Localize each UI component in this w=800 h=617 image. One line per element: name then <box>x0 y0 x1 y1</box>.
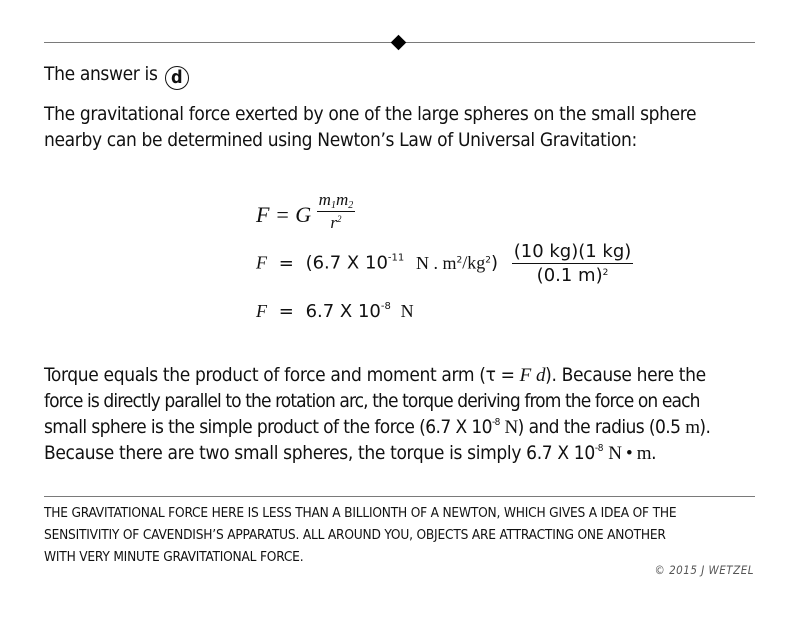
answer-choice-badge: d <box>165 66 189 90</box>
intro-line-2: nearby can be determined using Newton’s Law of Universal Gravitation: <box>44 129 637 151</box>
note-line-3: WITH VERY MINUTE GRAVITATIONAL FORCE. <box>44 549 304 565</box>
equation-substitution: F = (6.7 X $10^{-11}$ N . $m^2/kg^2$) $\frac{(10 kg)(1 kg)}{(0.1 m)^2}$ <box>256 241 632 286</box>
equation-newton-law <box>256 190 355 233</box>
equation-result: F = 6.7 X $10^{-8}$ N <box>256 301 414 322</box>
eq1-lhs: F = G <box>256 202 312 227</box>
note-line-2: SENSITIVITIY OF CAVENDISH’S APPARATUS. ALL AROUND YOU, OBJECTS ARE ATTRACTING ONE ANOTHER <box>44 527 666 543</box>
eq2-fraction: $\frac{(10 kg)(1 kg)}{(0.1 m)^2}$ <box>513 241 632 286</box>
torque-line-2: force is directly parallel to the rotation arc, the torque deriving from the force on each <box>44 390 700 412</box>
torque-line-3: small sphere is the simple product of the force (6.7 X $10^{-8}$ N) and the radius (0.5 m). <box>44 416 711 438</box>
torque-line-1: Torque equals the product of force and moment arm (τ = F d). Because here the <box>44 364 706 386</box>
intro-line-1: The gravitational force exerted by one of the large spheres on the small sphere <box>44 103 697 125</box>
note-line-1: THE GRAVITATIONAL FORCE HERE IS LESS THAN A BILLIONTH OF A NEWTON, WHICH GIVES A IDEA OF THE <box>44 505 677 521</box>
answer-prefix: The answer is <box>44 63 158 85</box>
torque-line-4: Because there are two small spheres, the torque is simply 6.7 X $10^{-8}$ N • m. <box>44 442 657 464</box>
copyright: © 2015 J WETZEL <box>654 563 754 577</box>
answer-line <box>44 61 189 90</box>
eq1-fraction: $\frac{m_1m_2}{r^2}$ <box>318 190 354 232</box>
bottom-divider <box>44 496 755 497</box>
diamond-ornament-icon <box>391 35 407 51</box>
